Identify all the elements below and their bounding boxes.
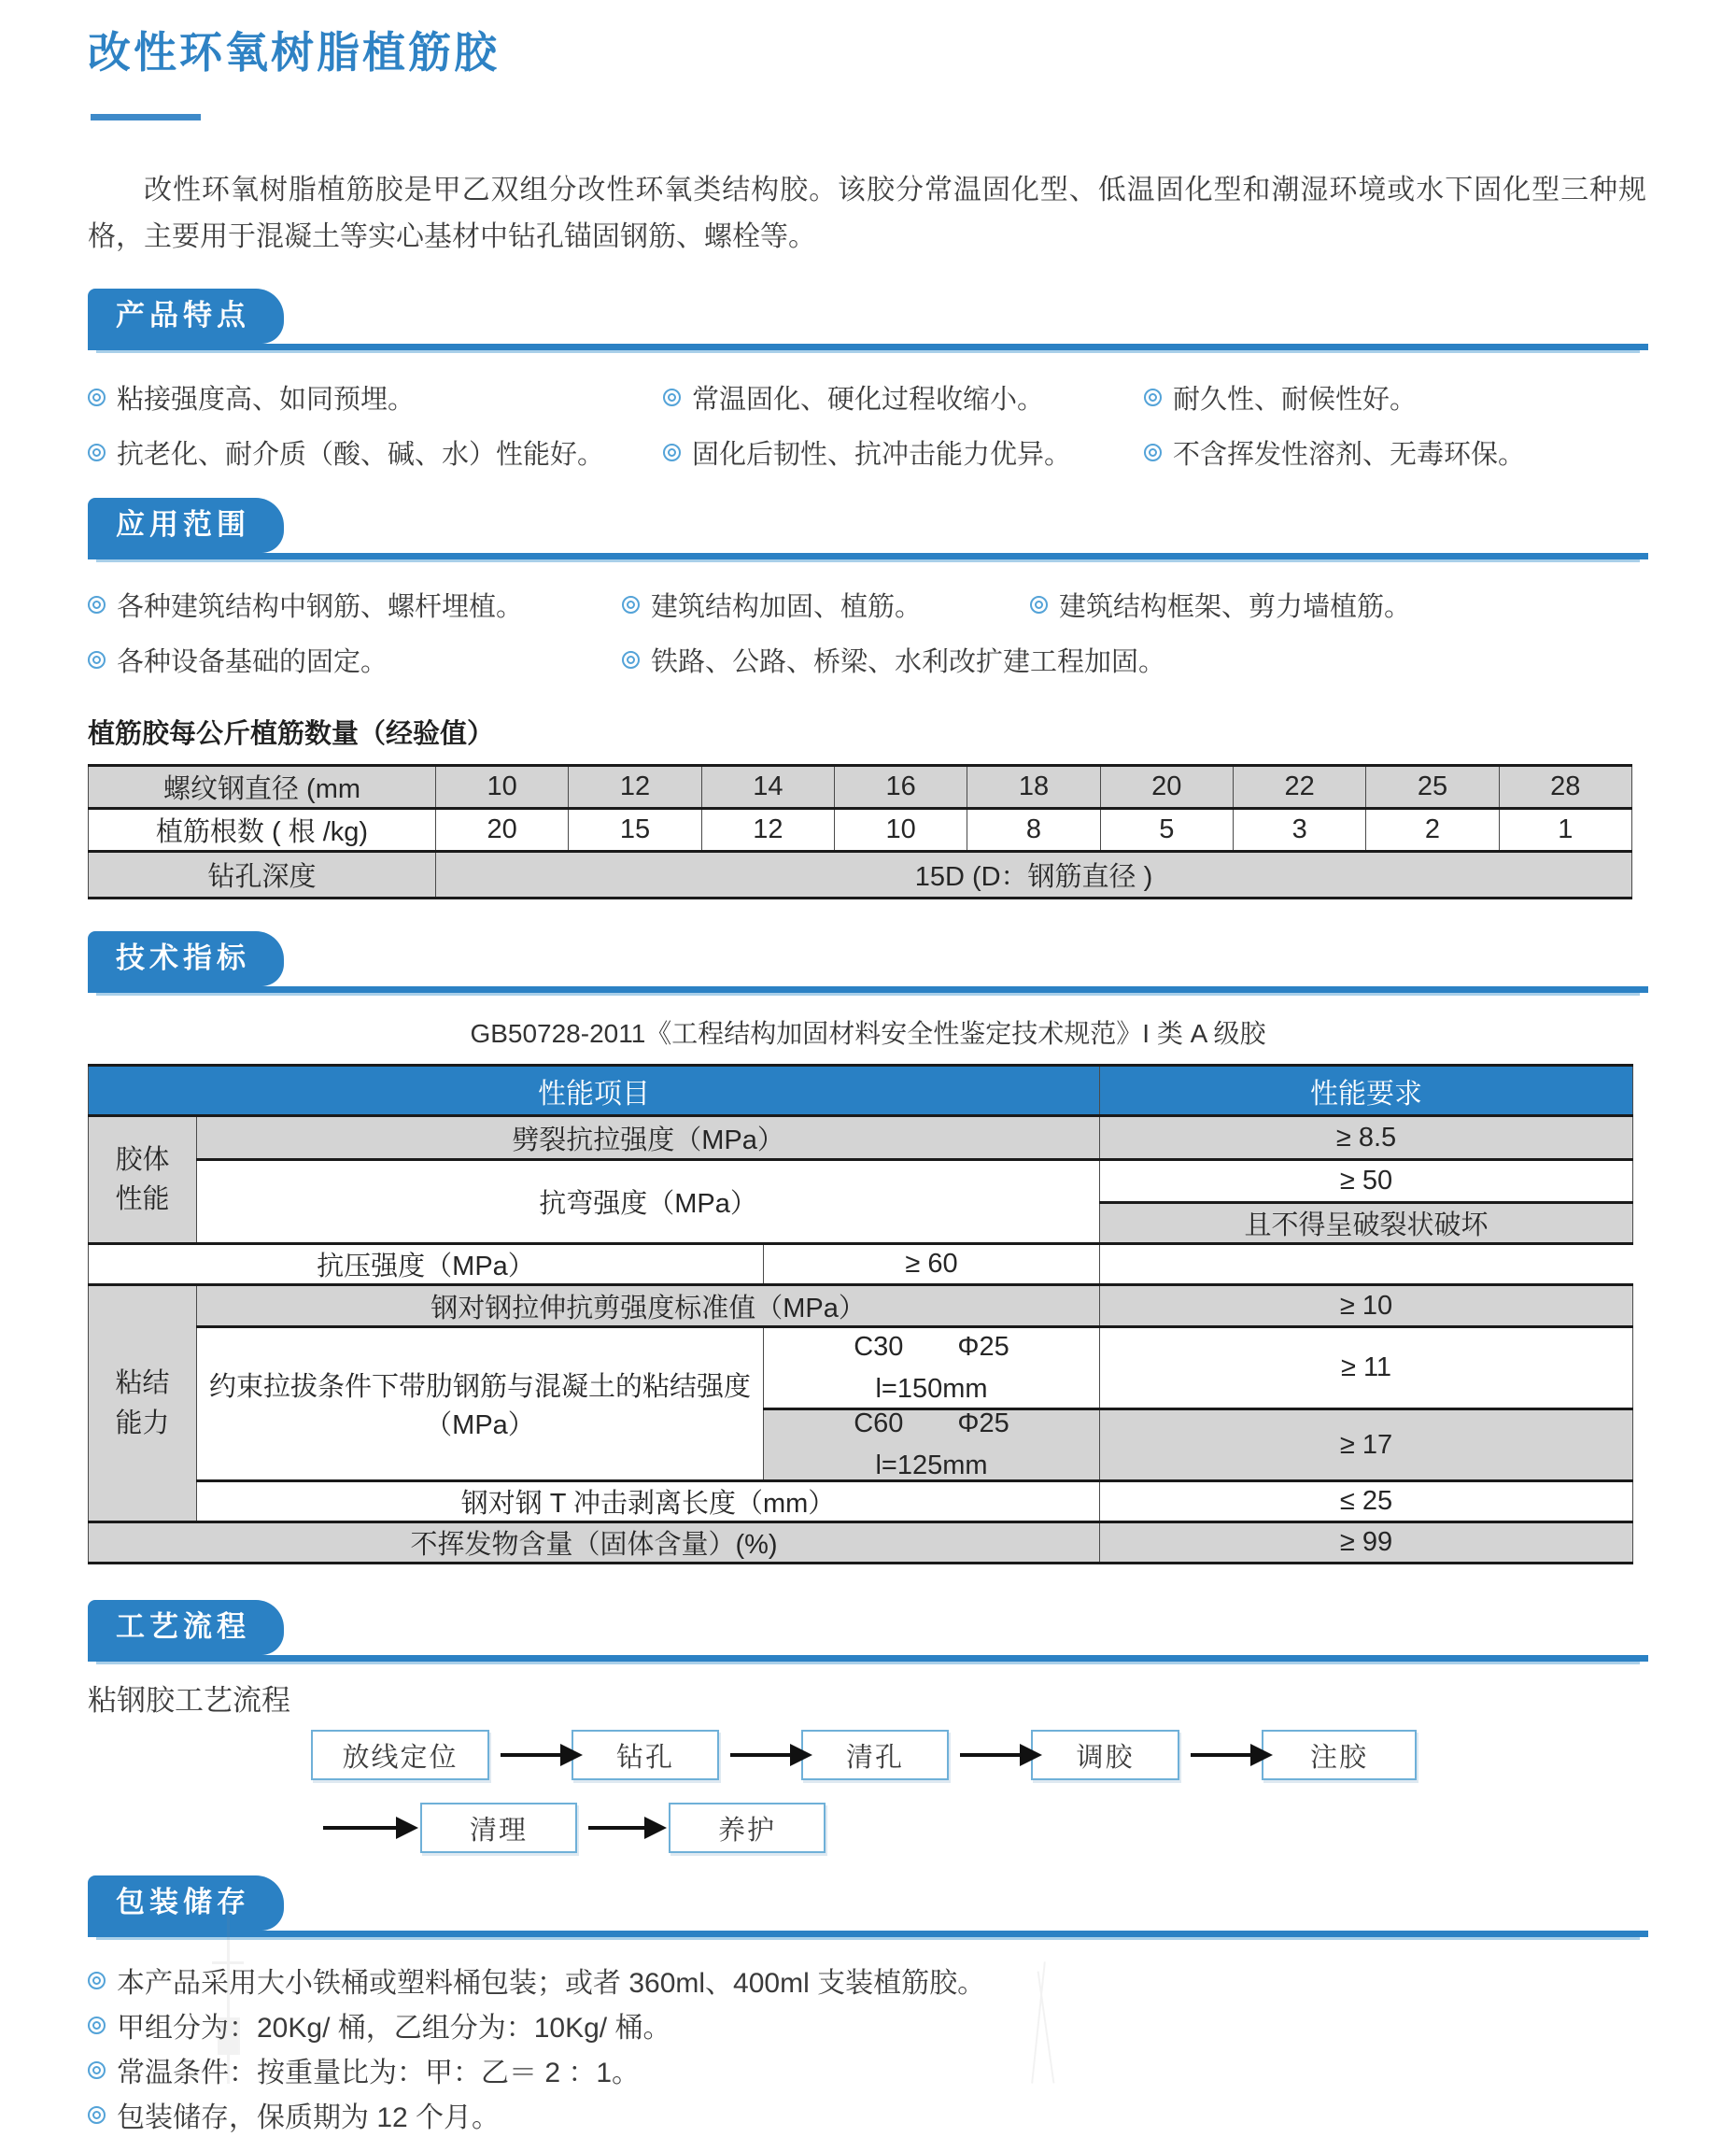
dosage-cell: 16 <box>834 766 967 809</box>
list-item <box>1144 433 1525 472</box>
dosage-cell: 8 <box>967 809 1100 852</box>
flow-step-box: 养护 <box>669 1803 826 1853</box>
dosage-cell: 15 <box>569 809 701 852</box>
section-header-packaging <box>88 1875 1648 1937</box>
list-item <box>88 433 663 472</box>
ring-bullet-icon <box>88 444 106 461</box>
flow-step-box: 清理 <box>420 1803 577 1853</box>
process-heading: 工艺流程 <box>88 1600 284 1655</box>
concrete-grade: C60 <box>854 1408 904 1438</box>
table-row <box>89 766 1632 809</box>
applications-heading: 应用范围 <box>88 498 284 553</box>
dosage-cell: 2 <box>1366 809 1499 852</box>
application-text: 各种设备基础的固定。 <box>117 647 388 677</box>
table-row <box>89 852 1632 899</box>
dosage-cell: 20 <box>436 809 569 852</box>
property-name: 约束拉拔条件下带肋钢筋与混凝土的粘结强度（MPa） <box>197 1327 764 1481</box>
feature-text: 不含挥发性溶剂、无毒环保。 <box>1173 440 1526 470</box>
property-name: 劈裂抗拉强度（MPa） <box>197 1116 1100 1160</box>
property-name: 钢对钢拉伸抗剪强度标准值（MPa） <box>197 1285 1100 1327</box>
tech-heading: 技术指标 <box>88 931 284 986</box>
dosage-cell: 3 <box>1233 809 1365 852</box>
dosage-cell: 18 <box>967 766 1100 809</box>
ring-bullet-icon <box>1030 596 1048 614</box>
arrow-right-icon <box>1191 1753 1252 1757</box>
application-text: 各种建筑结构中钢筋、螺杆埋植。 <box>117 592 524 622</box>
page-title: 改性环氧树脂植筋胶 <box>88 28 500 77</box>
dosage-cell: 25 <box>1366 766 1499 809</box>
intro-paragraph: 改性环氧树脂植筋胶是甲乙双组分改性环氧类结构胶。该胶分常温固化型、低温固化型和潮湿环境或水下固化型三种规格，主要用于混凝土等实心基材中钻孔锚固钢筋、螺栓等。 <box>88 175 1646 252</box>
section-header-process <box>88 1600 1648 1662</box>
property-requirement: ≥ 17 <box>1100 1409 1633 1481</box>
flow-step-box: 放线定位 <box>311 1730 489 1780</box>
dosage-cell: 5 <box>1100 809 1233 852</box>
dosage-cell: 28 <box>1499 766 1631 809</box>
flow-step-box: 注胶 <box>1262 1730 1417 1780</box>
feature-text: 固化后韧性、抗冲击能力优异。 <box>692 440 1072 470</box>
dosage-cell: 12 <box>701 809 834 852</box>
standard-reference: GB50728-2011《工程结构加固材料安全性鉴定技术规范》I 类 A 级胶 <box>470 1019 1266 1048</box>
list-item <box>622 641 1165 679</box>
dosage-cell: 1 <box>1499 809 1631 852</box>
ring-bullet-icon <box>88 389 106 406</box>
packaging-text: 包装储存，保质期为 12 个月。 <box>117 2102 501 2133</box>
table-row <box>89 1066 1633 1116</box>
flow-step-box: 调胶 <box>1031 1730 1179 1780</box>
bond-condition-c30 <box>764 1327 1100 1409</box>
section-header-features <box>88 289 1648 350</box>
bar-size: Φ25 <box>957 1408 1009 1438</box>
property-requirement: ≤ 25 <box>1100 1481 1633 1522</box>
flow-step-box: 钻孔 <box>572 1730 719 1780</box>
embed-length: l=125mm <box>875 1451 988 1480</box>
process-flow-row-2 <box>323 1803 1736 1853</box>
flow-step-box: 清孔 <box>801 1730 949 1780</box>
arrow-right-icon <box>501 1753 562 1757</box>
list-item <box>663 433 1144 472</box>
property-name: 不挥发物含量（固体含量）(%) <box>89 1522 1100 1564</box>
property-requirement-note: 且不得呈破裂状破坏 <box>1100 1203 1633 1244</box>
arrow-right-icon <box>960 1753 1022 1757</box>
dosage-row3-value: 15D (D：钢筋直径 ) <box>436 852 1632 899</box>
packaging-text: 甲组分为：20Kg/ 桶，乙组分为：10Kg/ 桶。 <box>117 2013 671 2044</box>
ring-bullet-icon <box>88 2017 106 2034</box>
section-header-applications <box>88 498 1648 559</box>
group-label-body-performance: 胶体性能 <box>89 1116 197 1244</box>
dosage-row3-label: 钻孔深度 <box>89 852 436 899</box>
property-requirement: ≥ 60 <box>764 1244 1100 1285</box>
ring-bullet-icon <box>622 651 640 669</box>
list-item <box>88 2003 1648 2047</box>
group-label-bond-capacity: 粘结能力 <box>89 1285 197 1522</box>
applications-row-1 <box>88 586 1648 624</box>
application-text: 建筑结构加固、植筋。 <box>651 592 923 622</box>
tech-table <box>88 1064 1633 1564</box>
packaging-heading: 包装储存 <box>88 1875 284 1931</box>
list-item <box>622 586 1030 624</box>
title-underline-dash <box>91 114 201 120</box>
property-name: 抗压强度（MPa） <box>89 1244 764 1285</box>
dosage-cell: 10 <box>834 809 967 852</box>
tech-col-item-header: 性能项目 <box>89 1066 1100 1116</box>
concrete-grade: C30 <box>854 1331 904 1362</box>
list-item <box>1030 586 1411 624</box>
property-requirement: ≥ 99 <box>1100 1522 1633 1564</box>
features-row-2 <box>88 433 1648 472</box>
list-item <box>88 2092 1648 2137</box>
bond-condition-c60 <box>764 1409 1100 1481</box>
ring-bullet-icon <box>663 389 681 406</box>
ring-bullet-icon <box>88 1972 106 1989</box>
ring-bullet-icon <box>88 2106 106 2124</box>
feature-text: 耐久性、耐候性好。 <box>1173 385 1418 415</box>
property-requirement: ≥ 11 <box>1100 1327 1633 1409</box>
features-row-1 <box>88 378 1648 417</box>
arrow-right-icon <box>588 1826 646 1830</box>
list-item <box>88 586 622 624</box>
table-row <box>89 1285 1633 1327</box>
property-requirement: ≥ 10 <box>1100 1285 1633 1327</box>
packaging-text: 本产品采用大小铁桶或塑料桶包装；或者 360ml、400ml 支装植筋胶。 <box>117 1968 986 1999</box>
dosage-row2-label: 植筋根数 ( 根 /kg) <box>89 809 436 852</box>
ring-bullet-icon <box>88 2061 106 2079</box>
table-row <box>89 1116 1633 1160</box>
table-row <box>89 1327 1633 1409</box>
list-item <box>1144 378 1417 417</box>
feature-text: 抗老化、耐介质（酸、碱、水）性能好。 <box>117 440 605 470</box>
property-requirement: ≥ 8.5 <box>1100 1116 1633 1160</box>
table-row <box>89 1160 1633 1203</box>
dosage-table <box>88 764 1632 899</box>
packaging-text: 常温条件：按重量比为：甲：乙＝ 2 ：1。 <box>117 2058 641 2088</box>
property-name: 抗弯强度（MPa） <box>197 1160 1100 1244</box>
section-header-tech <box>88 931 1648 993</box>
dosage-cell: 22 <box>1233 766 1365 809</box>
property-requirement: ≥ 50 <box>1100 1160 1633 1203</box>
arrow-right-icon <box>730 1753 792 1757</box>
bar-size: Φ25 <box>957 1331 1009 1362</box>
list-item <box>88 2047 1648 2092</box>
table-row <box>89 1522 1633 1564</box>
dosage-cell: 10 <box>436 766 569 809</box>
embed-length: l=150mm <box>875 1373 988 1404</box>
table-row <box>89 809 1632 852</box>
ring-bullet-icon <box>88 651 106 669</box>
table-row <box>89 1244 1633 1285</box>
dosage-table-caption: 植筋胶每公斤植筋数量（经验值） <box>88 719 495 749</box>
dosage-cell: 20 <box>1100 766 1233 809</box>
feature-text: 粘接强度高、如同预埋。 <box>117 385 416 415</box>
table-row <box>89 1481 1633 1522</box>
arrow-right-icon <box>323 1826 398 1830</box>
ring-bullet-icon <box>1144 389 1162 406</box>
list-item <box>88 1958 1648 2003</box>
ring-bullet-icon <box>663 444 681 461</box>
list-item <box>88 378 663 417</box>
ring-bullet-icon <box>622 596 640 614</box>
application-text: 铁路、公路、桥梁、水利改扩建工程加固。 <box>651 647 1166 677</box>
features-heading: 产品特点 <box>88 289 284 344</box>
process-flow-row-1 <box>311 1730 1736 1780</box>
tech-col-req-header: 性能要求 <box>1100 1066 1633 1116</box>
applications-row-2 <box>88 641 1648 679</box>
process-subtitle: 粘钢胶工艺流程 <box>88 1684 290 1717</box>
list-item <box>88 641 622 679</box>
application-text: 建筑结构框架、剪力墙植筋。 <box>1059 592 1412 622</box>
list-item <box>663 378 1144 417</box>
dosage-cell: 14 <box>701 766 834 809</box>
property-name: 钢对钢 T 冲击剥离长度（mm） <box>197 1481 1100 1522</box>
dosage-row1-label: 螺纹钢直径 (mm <box>89 766 436 809</box>
ring-bullet-icon <box>88 596 106 614</box>
dosage-cell: 12 <box>569 766 701 809</box>
ring-bullet-icon <box>1144 444 1162 461</box>
feature-text: 常温固化、硬化过程收缩小。 <box>692 385 1045 415</box>
